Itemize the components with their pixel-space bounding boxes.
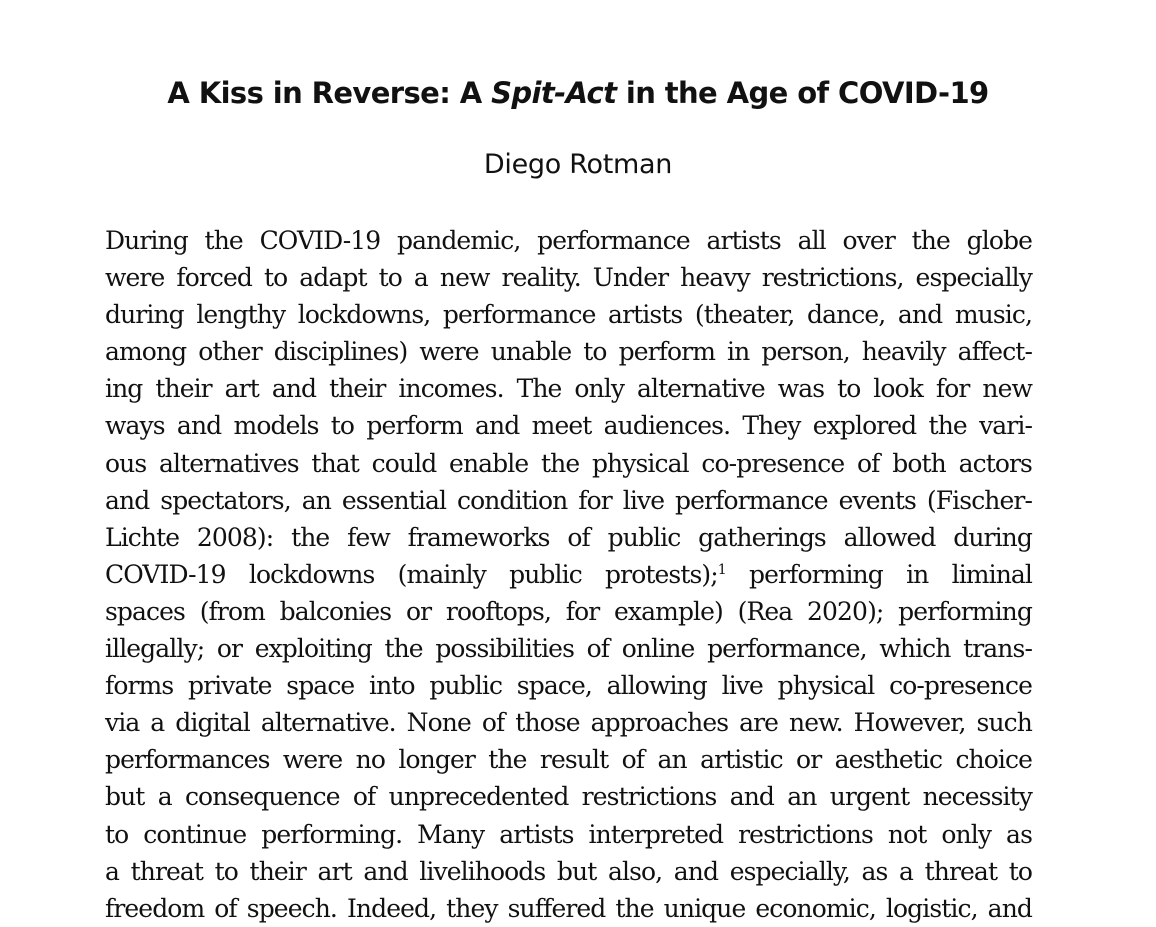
- paragraph-line: among other disciplines) were unable to perform in person, heavily affect-: [105, 337, 1032, 367]
- paragraph-line: performances were no longer the result of an artistic or aesthetic choice: [105, 745, 1032, 775]
- line-text-after-footnote: performing in liminal: [725, 559, 1032, 589]
- paragraph-line: ous alternatives that could enable the physical co-presence of both actors: [105, 448, 1032, 478]
- paragraph-line: ing their art and their incomes. The only alternative was to look for new: [105, 374, 1032, 404]
- paragraph-line: illegally; or exploiting the possibilities of online performance, which trans-: [105, 634, 1032, 664]
- author-name: Diego Rotman: [483, 149, 673, 180]
- article-title: [0, 74, 1156, 112]
- paragraph-line: were forced to adapt to a new reality. Under heavy restrictions, especially: [105, 263, 1032, 293]
- paragraph-line: Lichte 2008): the few frameworks of public gatherings allowed during: [105, 522, 1032, 552]
- paragraph-line-with-footnote: [105, 556, 1032, 593]
- paragraph-line: spaces (from balconies or rooftops, for example) (Rea 2020); performing: [105, 596, 1032, 626]
- footnote-marker[interactable]: 1: [717, 561, 726, 578]
- paragraph-line: ways and models to perform and meet audiences. They explored the vari-: [105, 411, 1032, 441]
- paragraph-line: forms private space into public space, allowing live physical co-presence: [105, 671, 1032, 701]
- paragraph-line: freedom of speech. Indeed, they suffered the unique economic, logistic, and: [105, 893, 1032, 923]
- paragraph-line: a threat to their art and livelihoods but also, and especially, as a threat to: [105, 856, 1032, 886]
- paragraph-line: and spectators, an essential condition for live performance events (Fischer-: [105, 485, 1032, 515]
- paragraph-line: via a digital alternative. None of those approaches are new. However, such: [105, 708, 1032, 738]
- title-part-1: A Kiss in Reverse: A: [167, 76, 492, 110]
- line-text-before-footnote: COVID-19 lockdowns (mainly public protests);: [105, 559, 718, 589]
- paragraph-line: During the COVID-19 pandemic, performance artists all over the globe: [105, 226, 1032, 255]
- paragraph-line: but a consequence of unprecedented restrictions and an urgent necessity: [105, 782, 1032, 812]
- title-part-2: in the Age of COVID-19: [616, 76, 989, 110]
- paragraph-line: during lengthy lockdowns, performance artists (theater, dance, and music,: [105, 300, 1032, 330]
- title-italic-term: Spit-Act: [491, 76, 617, 110]
- body-paragraph: [105, 222, 1032, 927]
- paragraph-line: to continue performing. Many artists interpreted restrictions not only as: [105, 819, 1032, 849]
